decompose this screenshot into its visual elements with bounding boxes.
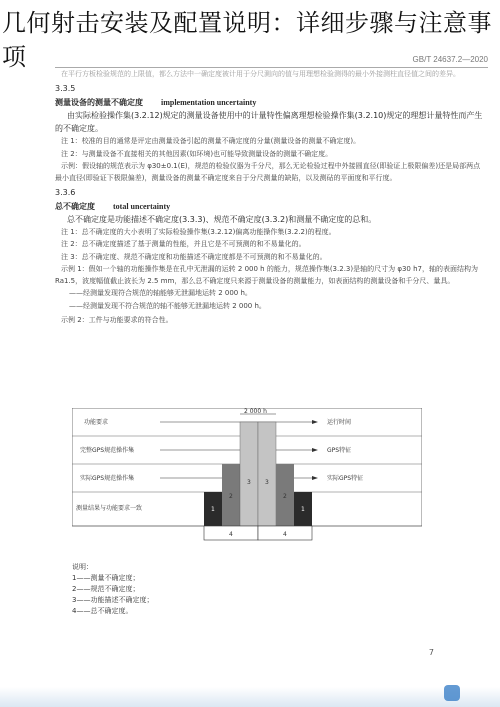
term-definition: 由实际检验操作集(3.2.12)规定的测量设备使用中的计量特性偏离理想检验操作集(3.2.10)规定的理想计量特性而产生的不确定度。 xyxy=(55,110,483,134)
watermark-logo-icon xyxy=(444,685,460,701)
row-label-left: 实际GPS规范操作集 xyxy=(80,475,135,482)
standard-code: GB/T 24637.2—2020 xyxy=(412,55,488,64)
row-label-left: 功能要求 xyxy=(84,419,109,426)
note: 注 1：校准的目的通常是评定由测量设备引起的测量不确定度的分量(测量设备的测量不确定度)。 xyxy=(61,137,361,146)
term-zh: 总不确定度 xyxy=(55,201,95,211)
page-number: 7 xyxy=(428,648,434,657)
legend-item: 3——功能描述不确定度； xyxy=(72,596,154,604)
bar-segment-3-right xyxy=(258,422,276,526)
note: 注 2：与测量设备不直接相关的其他因素(如环境)也可能导致测量设备的测量不确定度。 xyxy=(61,149,333,158)
bar-label: 1 xyxy=(211,506,215,513)
term-definition: 总不确定度是功能描述不确定度(3.3.3)、规范不确定度(3.3.2)和测量不确定度的总和。 xyxy=(67,214,377,224)
note: 示例：假设轴的规范表示为 φ30±0.1(E)，规范的检验仪器为千分尺，那么无论检验过程中外接圆直径(即验证上极限偏差)还是局部两点最小直径(即验证下极限偏差)，测量设备的测量不确定度来自于分尺测量的缺陷，以及测砧的平面度和平行度。 xyxy=(55,161,481,182)
faded-paragraph: 在平行方板检验规范的上限值，都么方法中一确定度被计用于分尺測向的值与用理想检验测得的最小外接测柱直径值之间的差异。 xyxy=(61,70,460,78)
note: 注 1：总不确定度的大小表明了实际检验操作集(3.2.12)偏离功能操作集(3.2.2)的程度。 xyxy=(61,228,336,237)
legend-item: 2——规范不确定度； xyxy=(72,585,140,593)
term-en: implementation uncertainty xyxy=(161,97,257,107)
legend-item: 4——总不确定度。 xyxy=(72,607,133,615)
row-label-right: 运行时间 xyxy=(327,419,352,426)
diagram-svg xyxy=(72,408,422,548)
bar-label: 3 xyxy=(247,479,251,486)
legend-item: 1——测量不确定度； xyxy=(72,574,140,582)
dash-item: ——经测量发现符合规范的轴能够无泄漏地运转 2 000 h。 xyxy=(69,289,252,298)
note: 示例 2：工件与功能要求的符合性。 xyxy=(61,315,173,324)
row-label-right: GPS特征 xyxy=(327,447,352,454)
uncertainty-diagram xyxy=(72,408,422,548)
section-number: 3.3.6 xyxy=(55,188,76,198)
row-label-left: 测量结果与功能要求一致 xyxy=(76,505,143,512)
row-label-right: 实际GPS特征 xyxy=(327,475,364,482)
note: 注 3：总不确定度、规范不确定度和功能描述不确定度都是不可预测的和不易量化的。 xyxy=(61,252,327,261)
section-number: 3.3.5 xyxy=(55,84,76,94)
note: 注 2：总不确定度描述了基于测量的性能，并且它是不可预测的和不易量化的。 xyxy=(61,240,306,249)
legend xyxy=(72,562,153,617)
term-heading xyxy=(55,200,487,213)
document-body xyxy=(55,68,487,326)
bar-label: 2 xyxy=(229,493,233,500)
bar-label: 2 xyxy=(283,493,287,500)
row-label-left: 完整GPS规范操作集 xyxy=(80,447,135,454)
dash-item: ——经测量发现不符合规范的轴不能够无泄漏地运转 2 000 h。 xyxy=(69,302,266,311)
term-zh: 测量设备的测量不确定度 xyxy=(55,97,143,107)
bar-segment-3-left xyxy=(240,422,258,526)
bar-label: 3 xyxy=(265,479,269,486)
page-title: 几何射击安装及配置说明：详细步骤与注意事项 xyxy=(2,9,492,71)
duration-label: 2 000 h xyxy=(244,408,267,415)
legend-title: 说明： xyxy=(72,563,93,571)
bottom-fade xyxy=(0,687,500,707)
term-en: total uncertainty xyxy=(113,201,171,211)
total-label: 4 xyxy=(229,531,233,538)
bar-label: 1 xyxy=(301,506,305,513)
total-label: 4 xyxy=(283,531,287,538)
note: 示例 1：假如一个轴的功能操作集是在孔中无泄漏的运转 2 000 h 的能力，规范操作集(3.2.3)是轴的尺寸为 φ30 h7，轴的表面结构为 Ra1.5，波度幅值截止波长为 2.5 mm，那么总不确定度只来源于测量设备的测量能力，如表面结构的测量设备和千分尺、量具。 xyxy=(55,264,478,285)
term-heading xyxy=(55,96,487,109)
